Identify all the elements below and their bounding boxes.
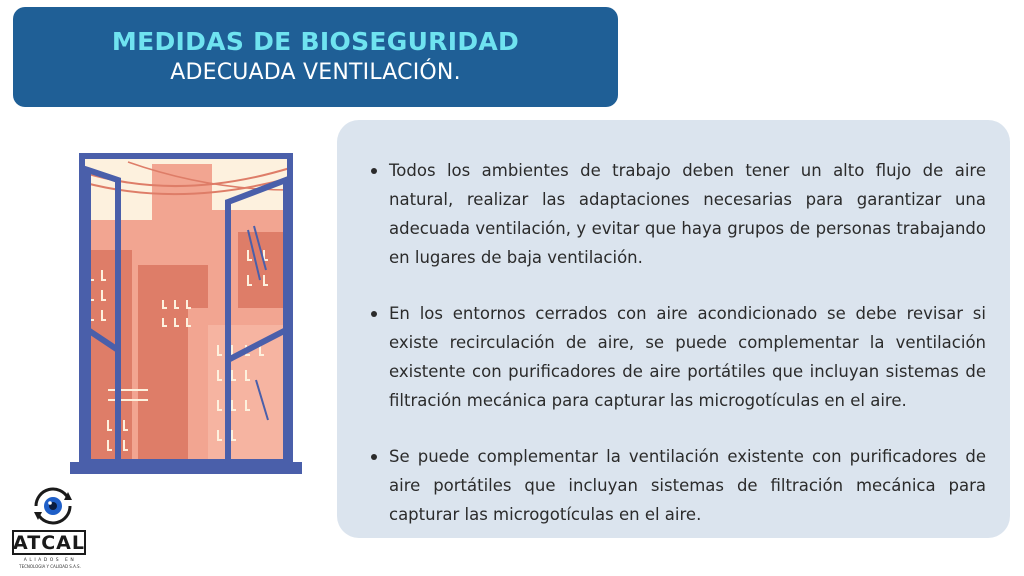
bullet-text: En los entornos cerrados con aire acondicionado se debe revisar si existe recirculación de aire, se puede complementar la ventilación existente con purificadores de aire portátiles que incluyan sistemas de filtración mecánica para capturar las microgotículas en el aire.: [389, 304, 986, 410]
bullet-dot-icon: [371, 311, 377, 317]
logo-tagline-company: TECNOLOGIA Y CALIDAD S.A.S.: [19, 564, 81, 569]
bullet-item: [371, 156, 986, 272]
bullet-text: Todos los ambientes de trabajo deben tener un alto flujo de aire natural, realizar las adaptaciones necesarias para garantizar una adecuada ventilación, y evitar que haya grupos de personas trabajando en lugares de baja ventilación.: [389, 161, 986, 267]
bullet-list: [371, 156, 986, 556]
page-title: MEDIDAS DE BIOSEGURIDAD: [111, 27, 520, 56]
eye-logo-icon: [30, 486, 76, 526]
title-banner: [13, 7, 618, 107]
bullet-dot-icon: [371, 168, 377, 174]
bullet-item: [371, 442, 986, 529]
logo-tagline: ALIADOS EN: [23, 558, 77, 563]
bullet-item: [371, 299, 986, 415]
logo-wordmark: ATCAL: [13, 531, 85, 554]
company-logo: [10, 486, 90, 570]
content-panel: [337, 120, 1010, 538]
bullet-text: Se puede complementar la ventilación existente con purificadores de aire portátiles que incluyan sistemas de filtración mecánica para capturar las microgotículas en el aire.: [389, 447, 986, 524]
page-subtitle: ADECUADA VENTILACIÓN.: [170, 60, 461, 85]
window-illustration: [68, 150, 302, 480]
bullet-dot-icon: [371, 454, 377, 460]
